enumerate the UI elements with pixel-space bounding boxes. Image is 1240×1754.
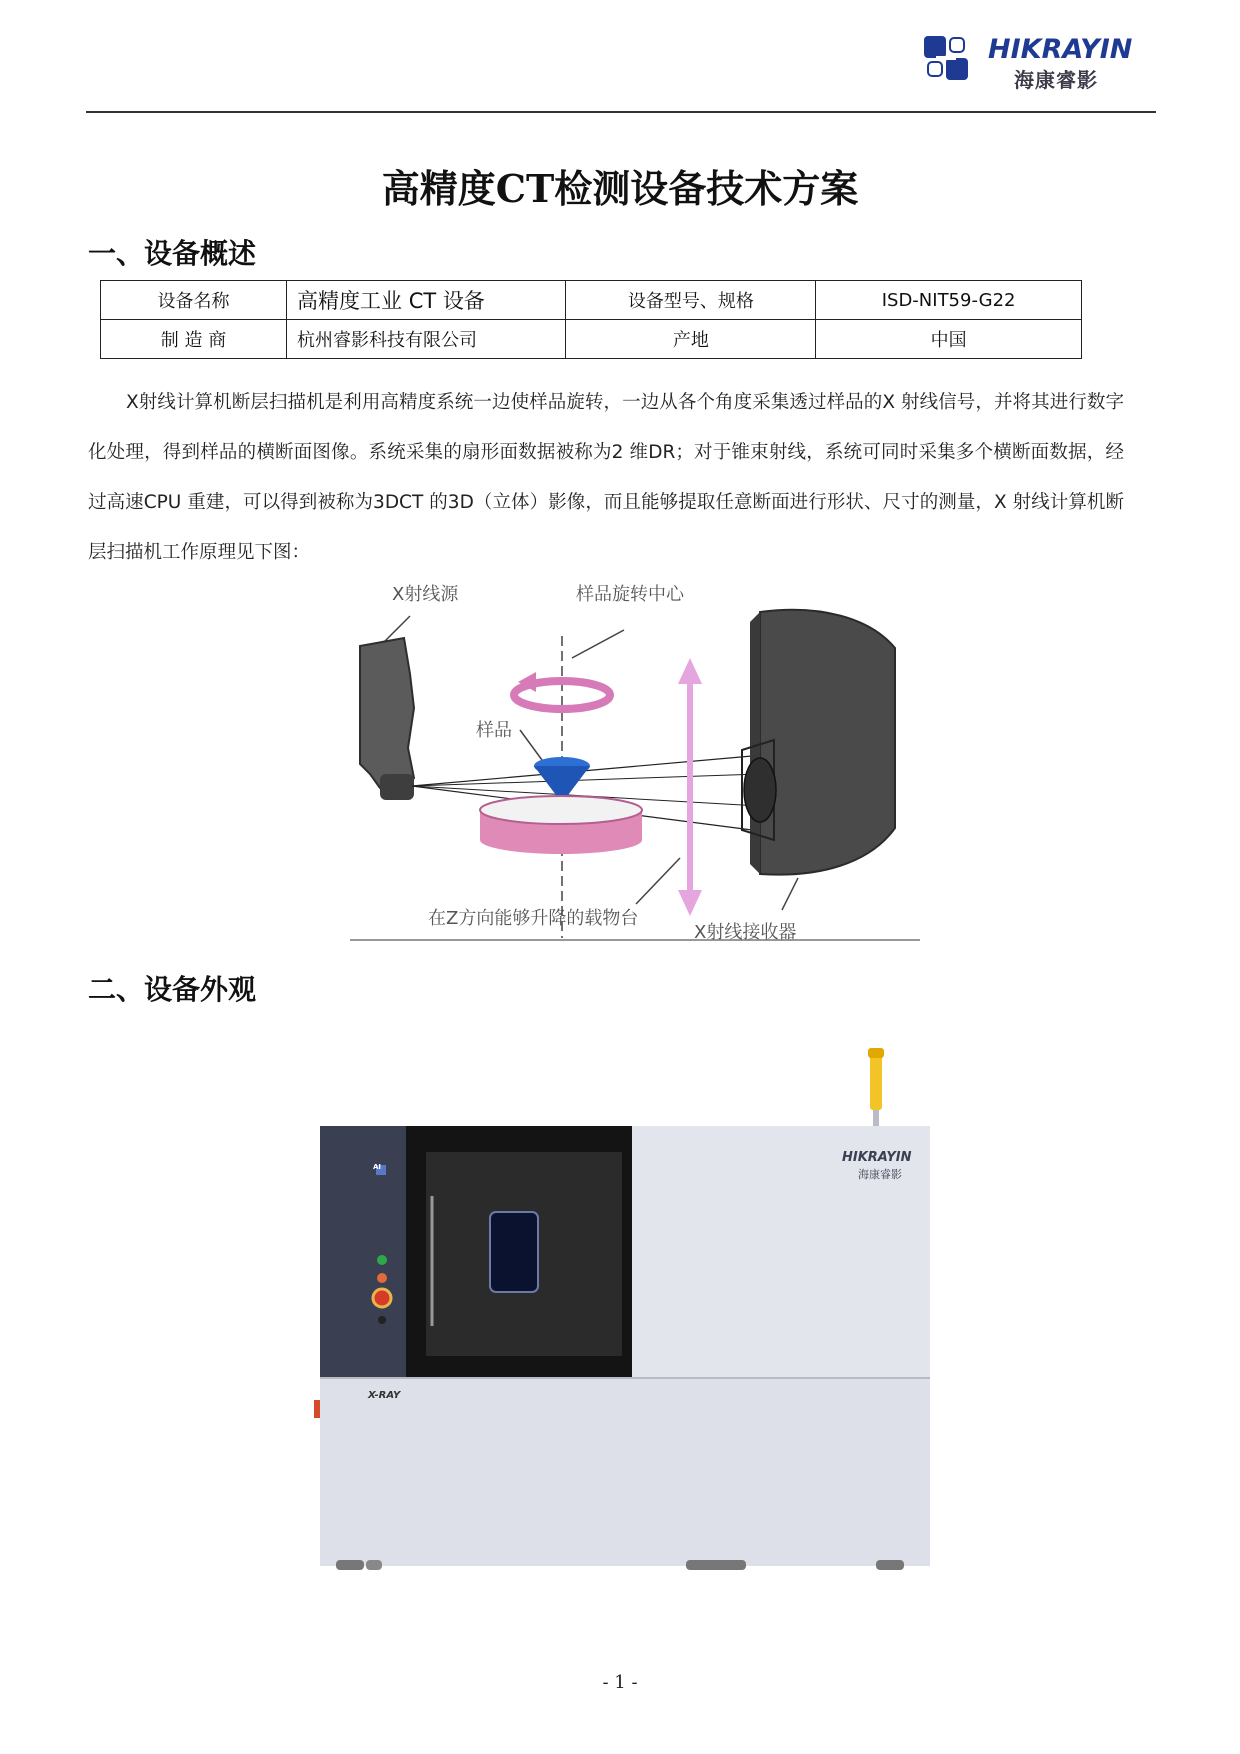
machine-brand-cn: 海康睿影: [858, 1168, 902, 1181]
overview-paragraph: X射线计算机断层扫描机是利用高精度系统一边使样品旋转，一边从各个角度采集透过样品的X 射线信号，并将其进行数字化处理，得到样品的横断面图像。系统采集的扇形面数据被称为2 维DR；对于锥束射线，系统可同时采集多个横断面数据，经过高速CPU 重建，可以得到被称为3DCT 的3D（立体）影像，而且能够提取任意断面进行形状、尺寸的测量，X 射线计算机断层扫描机工作原理见下图：: [88, 392, 1124, 563]
label-xray-source: X射线源: [392, 584, 459, 605]
machine-graphic: [306, 1040, 946, 1580]
header-divider: [86, 111, 1156, 113]
label-z-stage: 在Z方向能够升降的载物台: [428, 908, 639, 929]
table-cell: 制 造 商: [101, 320, 287, 359]
label-sample: 样品: [476, 720, 512, 741]
table-cell: 设备名称: [101, 281, 287, 320]
company-logo: [922, 34, 1152, 90]
logo-mark-icon: [922, 34, 970, 82]
equipment-spec-table: [100, 280, 1082, 359]
table-cell: ISD-NIT59-G22: [816, 281, 1082, 320]
label-rotation-center: 样品旋转中心: [576, 584, 684, 605]
table-row: [101, 320, 1082, 359]
machine-brand-en: HIKRAYIN: [842, 1150, 912, 1165]
table-cell: 中国: [816, 320, 1082, 359]
section-heading-appearance: 二、设备外观: [88, 973, 257, 1006]
table-cell: 杭州睿影科技有限公司: [287, 320, 566, 359]
equipment-photo: [306, 1040, 946, 1580]
ct-diagram-graphic: [350, 578, 930, 948]
machine-xray-badge: X-RAY: [368, 1390, 401, 1401]
ai-badge: AI: [373, 1163, 382, 1171]
document-title: 高精度CT检测设备技术方案: [381, 166, 859, 211]
logo-text-en: HIKRAYIN: [988, 34, 1133, 65]
logo-text-cn: 海康睿影: [1014, 68, 1098, 92]
table-row: [101, 281, 1082, 320]
page-number: - 1 -: [602, 1672, 638, 1693]
label-xray-receiver: X射线接收器: [694, 922, 797, 943]
section-heading-overview: 一、设备概述: [88, 237, 257, 270]
table-cell: 设备型号、规格: [566, 281, 816, 320]
table-cell: 高精度工业 CT 设备: [287, 281, 566, 320]
ct-principle-diagram: [350, 578, 930, 948]
table-cell: 产地: [566, 320, 816, 359]
